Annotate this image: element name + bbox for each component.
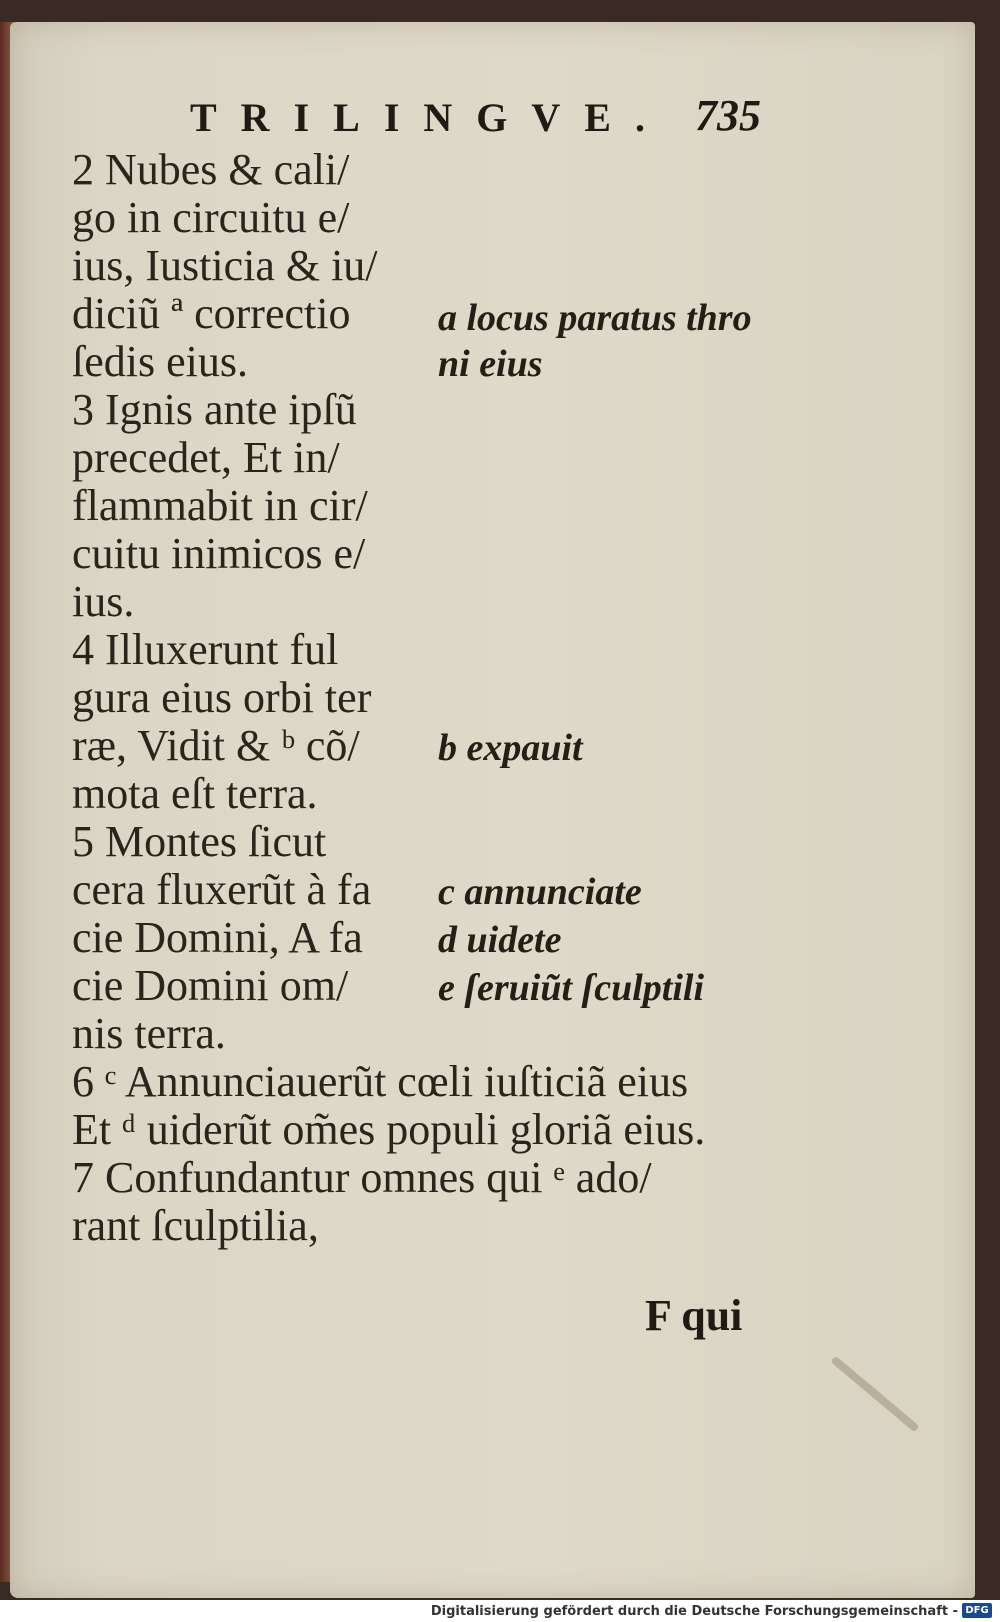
text-line: 7 Confundantur omnes qui ᵉ ado/: [72, 1153, 652, 1202]
gloss-d: d uidete: [438, 919, 562, 961]
text-line: diciũ ª correctio: [72, 289, 351, 338]
text-line: 5 Montes ſicut: [72, 817, 327, 866]
gloss-c: c annunciate: [438, 871, 642, 913]
text-line: 2 Nubes & cali/: [72, 145, 350, 194]
running-head: [0, 86, 1000, 146]
text-line: flammabit in cir/: [72, 481, 368, 530]
dfg-logo: DFG: [962, 1603, 992, 1618]
text-line: ſedis eius.: [72, 337, 248, 386]
text-line: rant ſculptilia,: [72, 1201, 319, 1250]
text-line: cie Domini, A fa: [72, 913, 363, 962]
text-line: precedet, Et in/: [72, 433, 340, 482]
catchword: F qui: [645, 1291, 743, 1340]
text-line: cie Domini om/: [72, 961, 349, 1010]
gloss-e: e ſeruiũt ſculptili: [438, 967, 704, 1009]
gloss-b: b expauit: [438, 727, 583, 769]
text-line: go in circuitu e/: [72, 193, 350, 242]
gloss-a-line-2: ni eius: [438, 343, 543, 385]
text-line: mota eſt terra.: [72, 769, 318, 818]
text-line: 4 Illuxerunt ful: [72, 625, 339, 674]
gloss-a-line-1: a locus paratus thro: [438, 297, 752, 339]
text-line: ius, Iusticia & iu/: [72, 241, 378, 290]
text-line: gura eius orbi ter: [72, 673, 372, 722]
footer: [0, 1600, 1000, 1622]
text-line: ræ, Vidit & ᵇ cõ/: [72, 721, 360, 770]
text-line: 6 ᶜ Annunciauerũt cœli iuſticiã eius: [72, 1057, 689, 1106]
text-line: cera fluxerũt à fa: [72, 865, 372, 914]
text-line: cuitu inimicos e/: [72, 529, 366, 578]
running-head-title: TRILINGVE.: [190, 95, 669, 140]
page-number: 735: [695, 91, 761, 140]
text-line: Et ᵈ uiderũt om̃es populi gloriã eius.: [72, 1105, 706, 1154]
text-line: 3 Ignis ante ipſũ: [72, 385, 357, 434]
text-line: ius.: [72, 577, 135, 626]
footer-credit: Digitalisierung gefördert durch die Deutsche Forschungsgemeinschaft -: [430, 1604, 958, 1619]
text-line: nis terra.: [72, 1009, 226, 1058]
